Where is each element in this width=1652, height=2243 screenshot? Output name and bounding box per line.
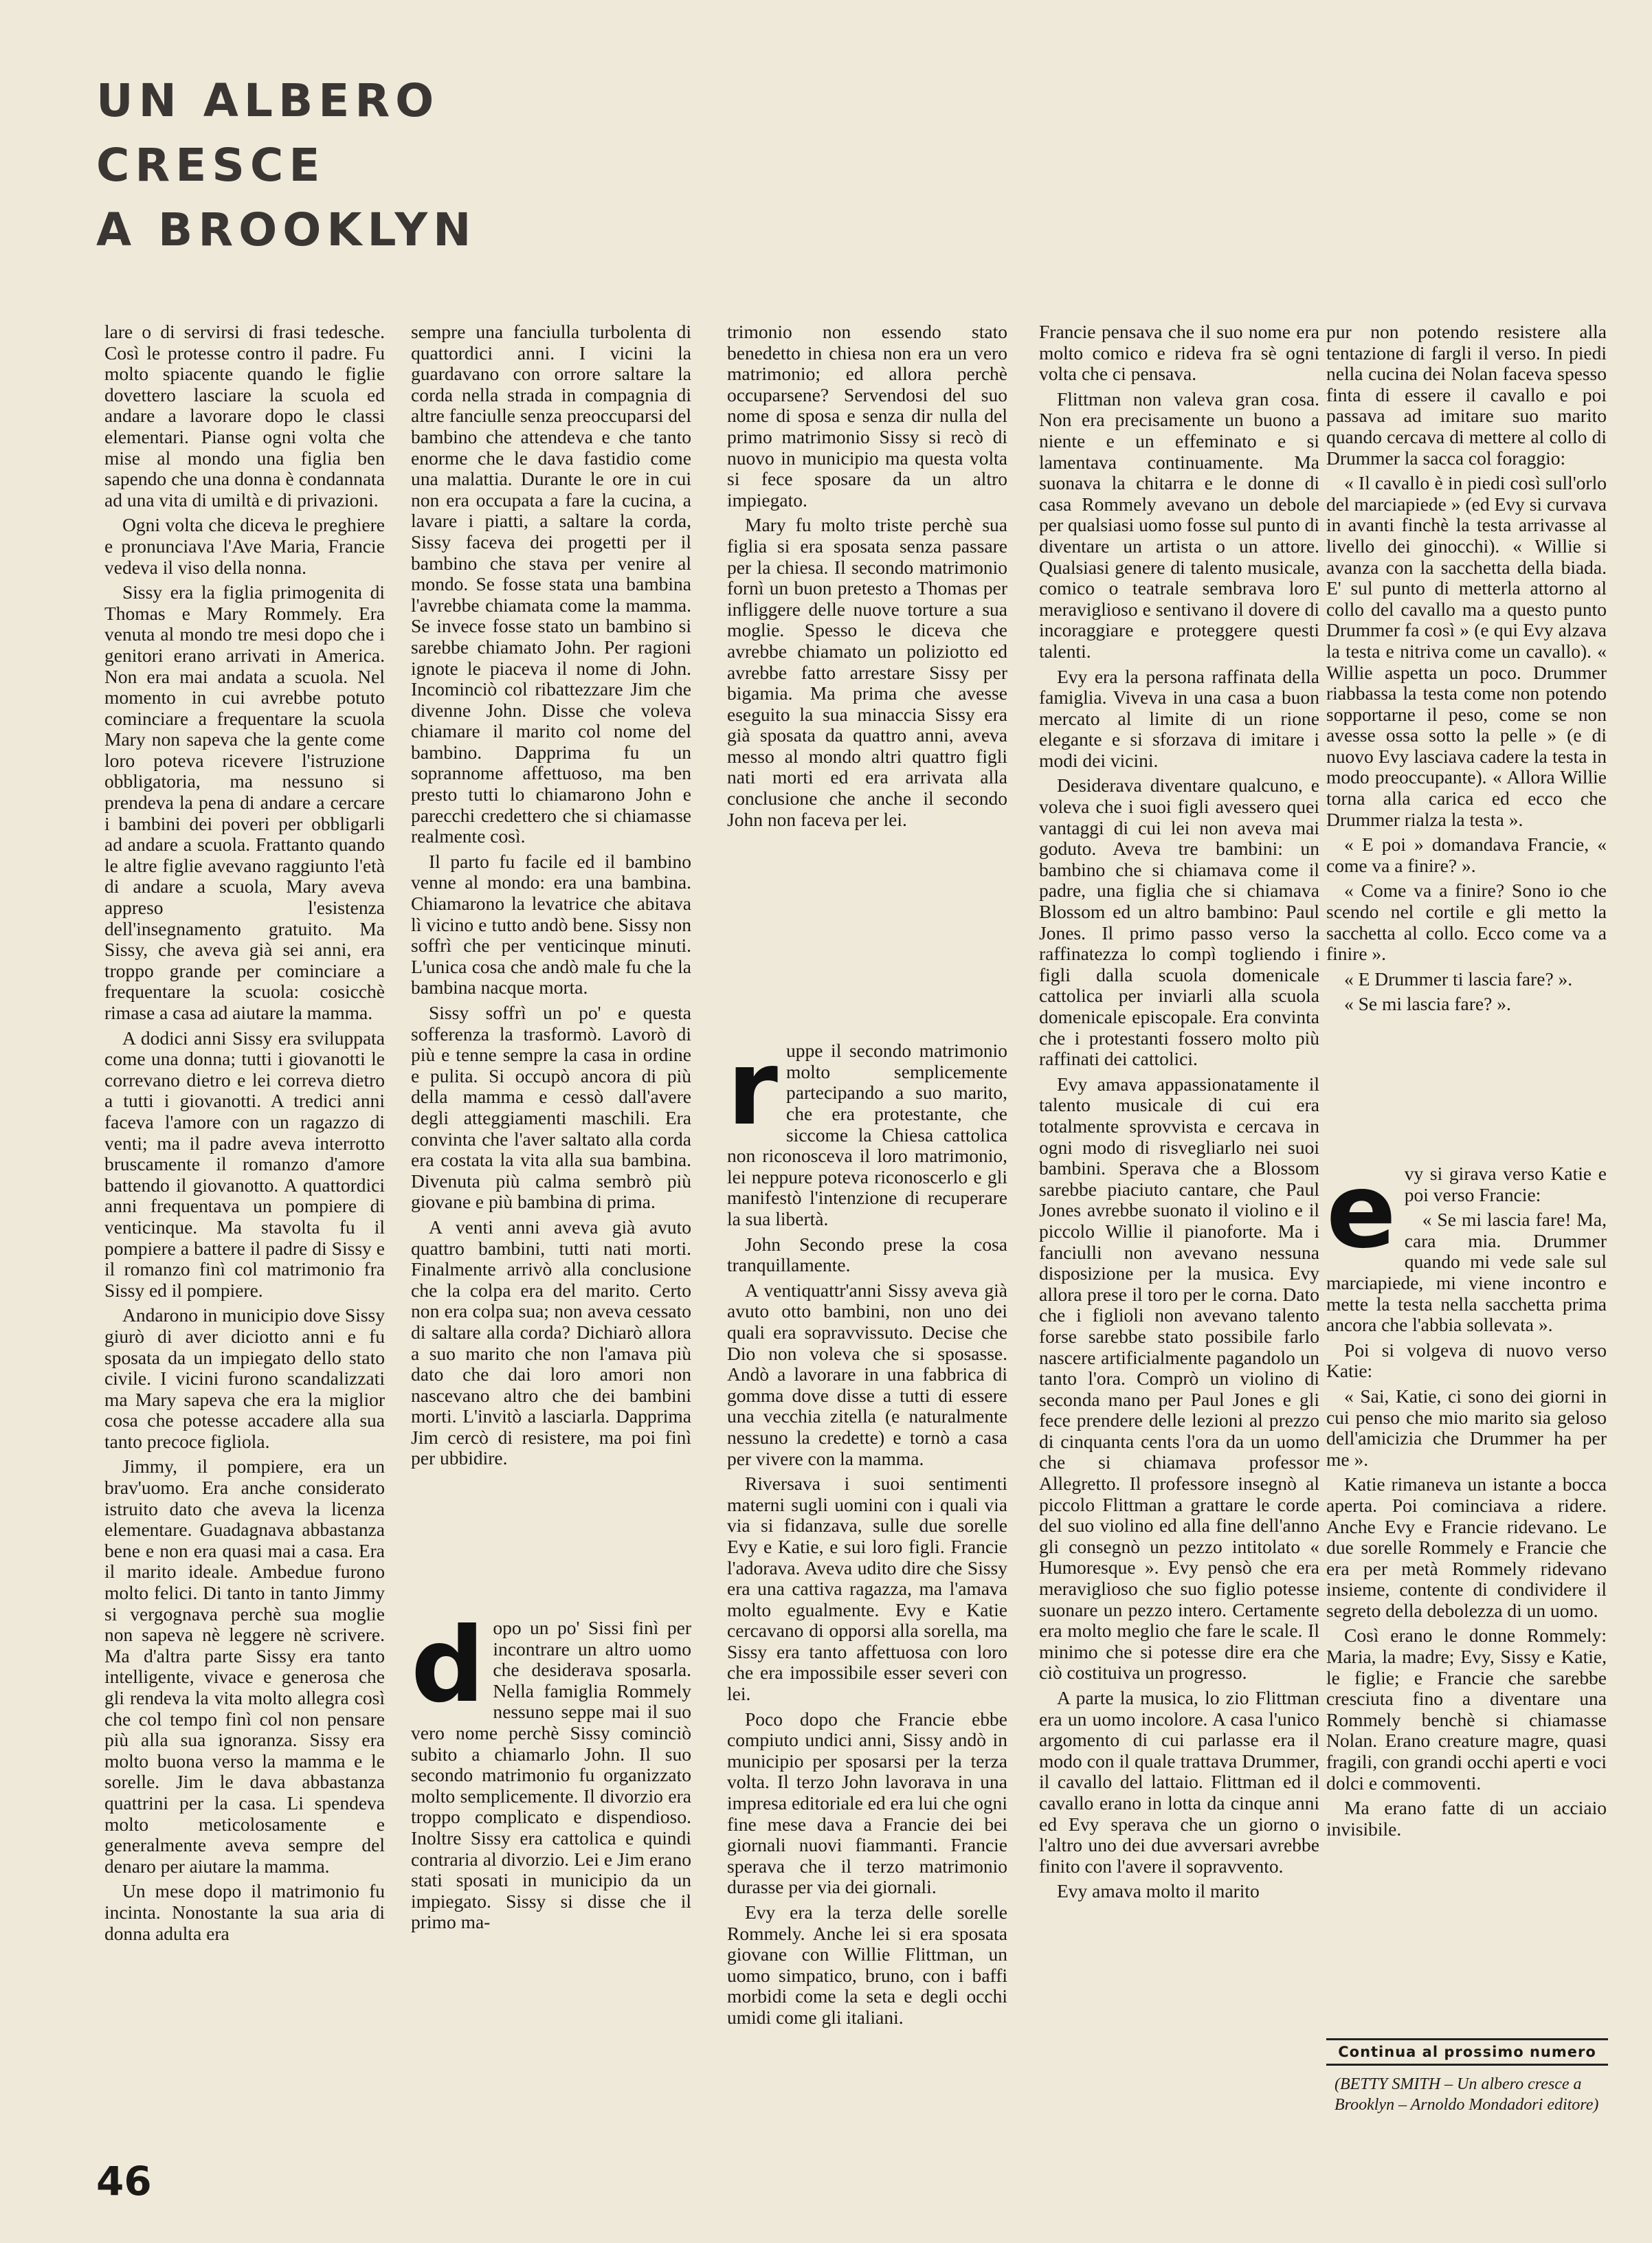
continued-notice: Continua al prossimo numero	[1326, 2038, 1608, 2066]
text-column-2	[411, 322, 691, 2170]
paragraph: A venti anni aveva già avuto quattro bambini, tutti nati morti. Finalmente arrivò alla conclusione che la colpa era del marito. Certo non era colpa sua; non aveva cessato di saltare alla corda? Dichiarò allora a suo marito che non l'amava più dato che dai loro amori non nascevano altro che dei bambini morti. L'invitò a lasciarla. Dapprima Jim cercò di resistere, ma poi finì per ubbidire.	[411, 1216, 691, 1469]
paragraph: « E poi » domandava Francie, « come va a finire? ».	[1326, 834, 1607, 876]
paragraph: Andarono in municipio dove Sissy giurò di aver diciotto anni e fu sposata da un impiegato dello stato civile. I vicini furono scandalizzati ma Mary sapeva che era la miglior cosa che potesse accadere alla sua tanto precoce figliola.	[104, 1304, 385, 1452]
paragraph: Evy amava molto il marito	[1057, 1880, 1260, 1902]
text-column-1	[104, 322, 385, 2170]
paragraph: « Se mi lascia fare! Ma, cara mia. Drummer quando mi vede sale sul marciapiede, mi viene incontro e mette la testa nella sacchetta prima ancora che l'abbia sollevata ».	[1326, 1209, 1607, 1336]
paragraph: A dodici anni Sissy era sviluppata come una donna; tutti i giovanotti le correvano dietro e lei correva dietro a tutti i giovanotti. A tredici anni faceva l'amore con un ragazzo di venti; ma il padre aveva interrotto bruscamente il romanzo d'amore battendo il giovanotto. A quattordici anni frequentava un pompiere di venticinque. Ma stavolta fu il pompiere a battere il padre di Sissy e il romanzo finì col matrimonio fra Sissy ed il pompiere.	[104, 1027, 385, 1301]
paragraph: Desiderava diventare qualcuno, e voleva che i suoi figli avessero quei vantaggi di cui lei non aveva mai goduto. Aveva tre bambini: un bambino che si chiamava come il padre, una figlia che si chiamava Blossom ed un altro bambino: Paul Jones. Il primo passo verso la raffinatezza lo compì togliendo i figli dalla scuola domenicale cattolica per inviarli alla scuola domenicale episcopale. Era convinta che i protestanti fossero molto più raffinati dei cattolici.	[1039, 774, 1319, 1070]
paragraph: John Secondo prese la cosa tranquillamente.	[727, 1233, 1007, 1276]
paragraph: Il parto fu facile ed il bambino venne al mondo: era una bambina. Chiamarono la levatrice che abitava lì vicino e tutto andò bene. Sissy non soffrì che per venticinque minuti. L'unica cosa che andò male fu che la bambina nacque morta.	[411, 850, 691, 998]
title-line-3: A BROOKLYN	[96, 203, 477, 256]
column-gap	[411, 1473, 691, 1618]
paragraph: « Il cavallo è in piedi così sull'orlo del marciapiede » (ed Evy si curvava in avanti finchè la testa arrivasse al livello dei ginocchi). « Willie si avanza con la sacchetta della biada. E' sul punto di metterla attorno al collo del cavallo ma a questo punto Drummer fa così » (e qui Evy alzava la testa e nitriva come un cavallo). « Willie aspetta un poco. Drummer riabbassa la testa come non potendo sopportarne il peso, come se non avesse ossa sotto la pelle » (e di nuovo Evy lasciava cadere la testa in modo preoccupante). « Allora Willie torna alla carica ed ecco che Drummer rialza la testa ».	[1326, 472, 1607, 830]
paragraph: Evy amava appassionatamente il talento musicale di cui era totalmente sprovvista e cercava in ogni modo di risvegliarlo nei suoi bambini. Sperava che a Blossom sarebbe piaciuto cantare, che Paul Jones avrebbe suonato il violino e il piccolo Willie il pianoforte. Ma i fanciulli non avevano nessuna disposizione per la musica. Evy allora prese il toro per le corna. Dato che i figlioli non avevano talento forse sarebbe stato possibile farlo nascere artificialmente pagandolo un tanto l'ora. Comprò un violino di seconda mano per Paul Jones e gli fece prendere delle lezioni al prezzo di cinquanta cents l'ora da un uomo che si chiamava professor Allegretto. Il professore insegnò al piccolo Flittman a grattare le corde del suo violino ed alla fine dell'anno gli consegnò un pezzo intitolato « Humoresque ». Evy pensò che era meraviglioso che suo figlio potesse suonare un pezzo intero. Certamente era molto meglio che fare le scale. Il minimo che si potesse dire era che ciò costituiva un progresso.	[1039, 1073, 1319, 1684]
paragraph: Francie pensava che il suo nome era molto comico e rideva fra sè ogni volta che ci pensava.	[1039, 322, 1319, 385]
paragraph: Ma erano fatte di un acciaio invisibile.	[1326, 1797, 1607, 1840]
paragraph: A parte la musica, lo zio Flittman era un uomo incolore. A casa l'unico argomento di cui parlasse era il modo con il quale trattava Drummer, il cavallo del lattaio. Flittman ed il cavallo erano in lotta da cinque anni ed Evy sperava che un giorno o l'altro uno dei due avversari avrebbe finito con l'avere il sopravvento.	[1039, 1687, 1319, 1877]
paragraph: lare o di servirsi di frasi tedesche. Così le protesse contro il padre. Fu molto spiacente quando le figlie dovettero lasciare la scuola ed andare a lavorare dopo le classi elementari. Pianse ogni volta che mise al mondo una figlia ben sapendo che una donna è condannata ad una vita di umiltà e di privazioni.	[104, 322, 385, 511]
paragraph: vy si girava verso Katie e poi verso Francie:	[1404, 1163, 1607, 1205]
paragraph: trimonio non essendo stato benedetto in chiesa non era un vero matrimonio; ed allora perchè occuparsene? Servendosi del suo nome di sposa e senza dir nulla del primo matrimonio Sissy si recò di nuovo in municipio ma questa volta si fece sposare da un altro impiegato.	[727, 322, 1007, 511]
text-column-3	[727, 322, 1007, 2170]
paragraph: Flittman non valeva gran cosa. Non era precisamente un buono a niente e un effeminato e si lamentava continuamente. Ma suonava la chitarra e le donne di casa Rommely avevano un debole per qualsiasi uomo fosse sul punto di diventare un artista o un attore. Qualsiasi genere di talento musicale, comico o teatrale sembrava loro meraviglioso e sentivano il dovere di incoraggiare e proteggere questi talenti.	[1039, 388, 1319, 662]
paragraph: Jimmy, il pompiere, era un brav'uomo. Era anche considerato istruito dato che aveva la licenza elementare. Guadagnava abbastanza bene e non era quasi mai a casa. Era il marito ideale. Ambedue furono molto felici. Di tanto in tanto Jimmy si vergognava perchè sua moglie non sapeva nè leggere nè scrivere. Ma d'altra parte Sissy era tanto intelligente, vivace e generosa che gli rendeva la vita molto allegra così che col tempo finì col non pensare più alla sua ignoranza. Sissy era molto buona verso la mamma e le sorelle. Jim le dava abbastanza quattrini per la casa. Li spendeva molto meticolosamente e generalmente aveva sempre del denaro per aiutare la mamma.	[104, 1455, 385, 1877]
paragraph: « Se mi lascia fare? ».	[1344, 993, 1511, 1015]
paragraph: uppe il secondo matrimonio molto semplicemente partecipando a suo marito, che era protestante, che siccome la Chiesa cattolica non riconosceva il loro matrimonio, lei neppure poteva riconoscerlo e gli manifestò l'intenzione di recuperare la sua libertà.	[727, 1040, 1007, 1229]
paragraph: « Sai, Katie, ci sono dei giorni in cui penso che mio marito sia geloso dell'amicizia che Drummer ha per me ».	[1326, 1385, 1607, 1470]
paragraph: Riversava i suoi sentimenti materni sugli uomini con i quali via via si fidanzava, sulle due sorelle Evy e Katie, e sui loro figli. Francie l'adorava. Aveva udito dire che Sissy era una cattiva ragazza, ma l'amava molto egualmente. Evy e Katie cercavano di opporsi alla sorella, ma Sissy era tanto affettuosa con loro che era impossibile esser severi con lei.	[727, 1473, 1007, 1705]
article-title	[96, 69, 476, 263]
paragraph: opo un po' Sissi finì per incontrare un altro uomo che desiderava sposarla. Nella famiglia Rommely nessuno seppe mai il suo vero nome perchè Sissy cominciò subito a chiamarlo John. Il suo secondo matrimonio fu organizzato molto semplicemente. Il divorzio era troppo complicato e dispendioso. Inoltre Sissy era cattolica e quindi contraria al divorzio. Lei e Jim erano stati sposati in municipio da un impiegato. Sissy si disse che il primo ma-	[411, 1617, 691, 1933]
drop-cap: d	[411, 1606, 485, 1726]
source-credit: (BETTY SMITH – Un albero cresce a Brooklyn – Arnoldo Mondadori editore)	[1335, 2075, 1599, 2114]
paragraph: Un mese dopo il matrimonio fu incinta. Nonostante la sua aria di donna adulta era	[104, 1880, 385, 1944]
paragraph: Sissy soffrì un po' e questa sofferenza la trasformò. Lavorò di più e tenne sempre la casa in ordine e pulita. Si occupò ancora di più della mamma e cessò dall'avere degli atteggiamenti maschili. Era convinta che l'aver saltato alla corda era costata la vita alla sua bambina. Divenuta più calma sembrò più giovane e più bambina di prima.	[411, 1002, 691, 1213]
paragraph: Evy era la persona raffinata della famiglia. Viveva in una casa a buon mercato al limite di un rione elegante e si sforzava di imitare i modi dei vicini.	[1039, 665, 1319, 771]
paragraph: pur non potendo resistere alla tentazione di fargli il verso. In piedi nella cucina dei Nolan faceva spesso finta di essere il cavallo e poi passava ad imitare suo marito quando cercava di mettere al collo di Drummer la sacca col foraggio:	[1326, 322, 1607, 469]
text-column-5	[1326, 322, 1607, 2026]
drop-cap: r	[727, 1029, 778, 1149]
title-line-2: CRESCE	[96, 139, 326, 192]
text-column-4	[1039, 322, 1319, 2170]
paragraph: Poco dopo che Francie ebbe compiuto undici anni, Sissy andò in municipio per sposarsi per la terza volta. Il terzo John lavorava in una impresa editoriale ed era lui che ogni fine mese dava a Francie dei bei giornali nuovi fiammanti. Francie sperava che il terzo matrimonio durasse per via dei giornali.	[727, 1708, 1007, 1898]
paragraph: A ventiquattr'anni Sissy aveva già avuto otto bambini, non uno dei quali era sopravvissuto. Decise che Dio non voleva che si sposasse. Andò a lavorare in una fabbrica di gomma dove disse a tutti di essere una vecchia zitella (e naturalmente nessuno la credette) e tornò a casa per vivere con la mamma.	[727, 1279, 1007, 1469]
title-line-1: UN ALBERO	[96, 74, 440, 127]
paragraph: Katie rimaneva un istante a bocca aperta. Poi cominciava a ridere. Anche Evy e Francie ridevano. Le due sorelle Rommely e Francie che era per metà Rommely ridevano insieme, contente di condividere il segreto della debolezza di un uomo.	[1326, 1473, 1607, 1621]
paragraph: sempre una fanciulla turbolenta di quattordici anni. I vicini la guardavano con orrore saltare la corda nella strada in compagnia di altre fanciulle senza preoccuparsi del bambino che attendeva e che tanto enorme che le dava fastidio come una malattia. Durante le ore in cui non era occupata a fare la cucina, a lavare i piatti, a saltare la corda, Sissy faceva dei progetti per il bambino che stava per venire al mondo. Se fosse stata una bambina l'avrebbe chiamata come la mamma. Se invece fosse stato un bambino si sarebbe chiamato John. Per ragioni ignote le piaceva il nome di John. Incominciò col ribattezzare Jim che divenne John. Disse che voleva chiamare il marito col nome del bambino. Dapprima fu un soprannome affettuoso, ma ben presto tutti lo chiamarono John e parecchi credettero che si chiamasse realmente così.	[411, 322, 691, 847]
paragraph: « E Drummer ti lascia fare? ».	[1344, 968, 1573, 990]
drop-cap: e	[1326, 1152, 1396, 1271]
paragraph: Così erano le donne Rommely: Maria, la madre; Evy, Sissy e Katie, le figlie; e Francie che sarebbe cresciuta fino a diventare una Rommely benchè si chiamasse Nolan. Erano creature magre, quasi fragili, con grandi occhi aperti e voci dolci e commoventi.	[1326, 1625, 1607, 1794]
column-gap	[1326, 1019, 1607, 1163]
paragraph: Ogni volta che diceva le preghiere e pronunciava l'Ave Maria, Francie vedeva il viso della nonna.	[104, 514, 385, 578]
page-number: 46	[96, 2158, 152, 2205]
paragraph: Poi si volgeva di nuovo verso Katie:	[1326, 1339, 1607, 1382]
paragraph: « Come va a finire? Sono io che scendo nel cortile e gli metto la sacchetta al collo. Ecco come va a finire ».	[1326, 880, 1607, 965]
paragraph: Evy era la terza delle sorelle Rommely. Anche lei si era sposata giovane con Willie Flittman, un uomo simpatico, bruno, con i baffi morbidi come la seta e degli occhi umidi come gli italiani.	[727, 1901, 1007, 2028]
paragraph: Sissy era la figlia primogenita di Thomas e Mary Rommely. Era venuta al mondo tre mesi dopo che i genitori erano arrivati in America. Non era mai andata a scuola. Nel momento in cui avrebbe potuto cominciare a frequentare la scuola Mary non sapeva che la gente come loro poteva ricevere l'istruzione obbligatoria, ma nessuno si prendeva la pena di andare a cercare i bambini dei poveri per obbligarli ad andare a scuola. Frattanto quando le altre figlie avevano raggiunto l'età di andare a scuola, Mary aveva appreso l'esistenza dell'insegnamento gratuito. Ma Sissy, che aveva già sei anni, era troppo grande per cominciare a frequentare la scuola: cosicchè rimase a casa ad aiutare la mamma.	[104, 581, 385, 1023]
column-gap	[727, 834, 1007, 1040]
paragraph: Mary fu molto triste perchè sua figlia si era sposata senza passare per la chiesa. Il secondo matrimonio fornì un buon pretesto a Thomas per infliggere delle nuove torture a sua moglie. Spesso le diceva che avrebbe chiamato un poliziotto ed avrebbe fatto arrestare Sissy per bigamia. Ma prima che avesse eseguito la sua minaccia Sissy era già sposata da quattro anni, aveva messo al mondo altri quattro figli nati morti ed era arrivata alla conclusione che anche il secondo John non faceva per lei.	[727, 514, 1007, 830]
